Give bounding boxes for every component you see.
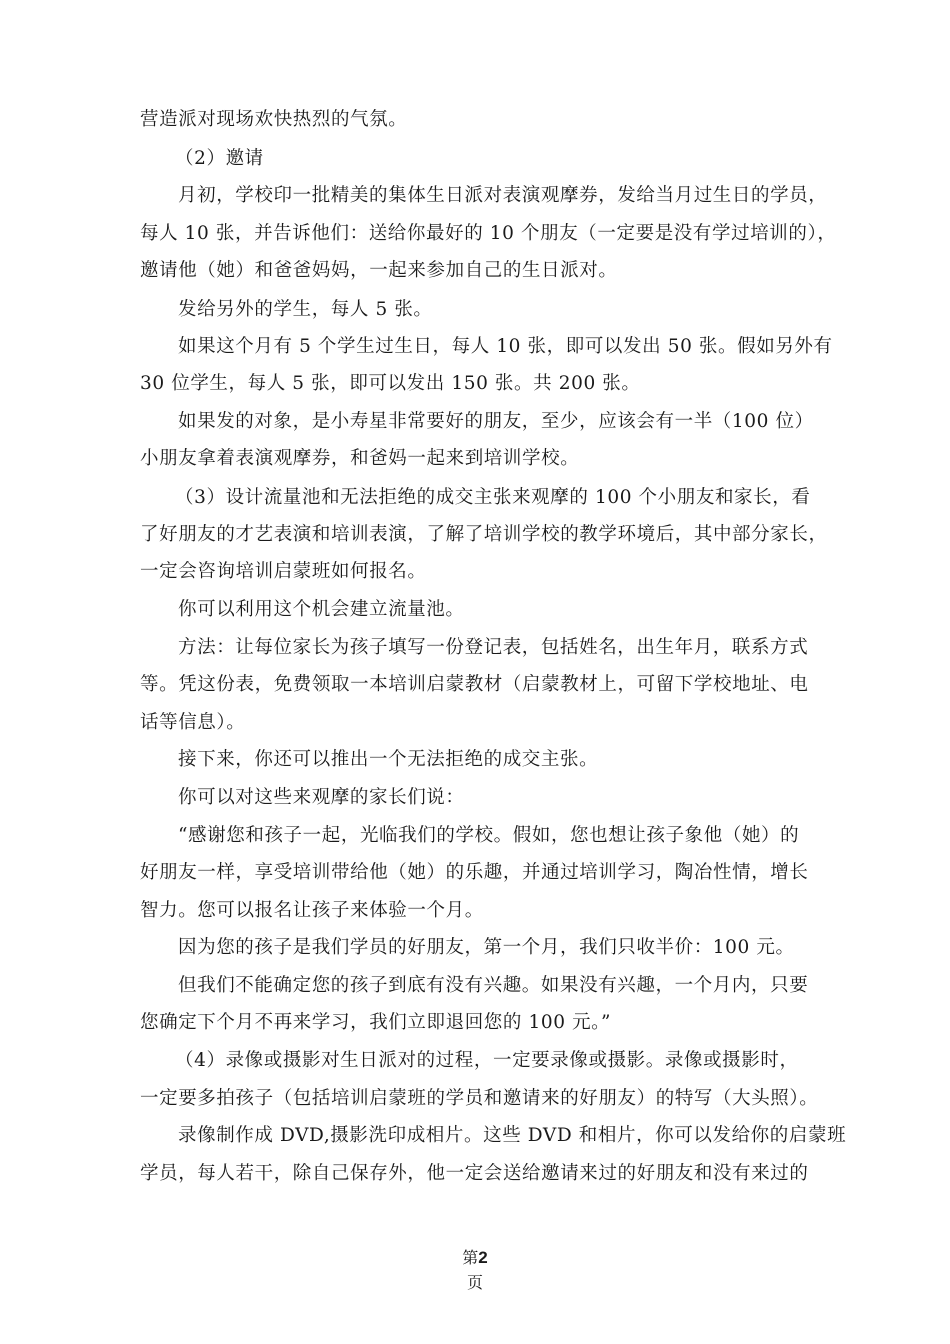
text-line: 小朋友拿着表演观摩券，和爸妈一起来到培训学校。 [140, 448, 580, 469]
text-line: 邀请他（她）和爸爸妈妈，一起来参加自己的生日派对。 [140, 260, 618, 281]
text-line: 接下来，你还可以推出一个无法拒绝的成交主张。 [178, 749, 599, 770]
text-line: 录像制作成 DVD,摄影洗印成相片。这些 DVD 和相片，你可以发给你的启蒙班 [178, 1125, 847, 1146]
section-heading: （2）邀请 [175, 148, 264, 169]
quote-line: 好朋友一样，享受培训带给他（她）的乐趣，并通过培训学习，陶冶性情，增长 [140, 862, 809, 883]
text-line: 你可以对这些来观摩的家长们说： [178, 787, 465, 808]
quote-line: 智力。您可以报名让孩子来体验一个月。 [140, 900, 484, 921]
text-line: 每人 10 张，并告诉他们：送给你最好的 10 个朋友（一定要是没有学过培训的）， [140, 223, 837, 244]
text-line: 月初，学校印一批精美的集体生日派对表演观摩券，发给当月过生日的学员， [178, 185, 828, 206]
text-line: 等。凭这份表，免费领取一本培训启蒙教材（启蒙教材上，可留下学校地址、电 [140, 674, 809, 695]
text-line: 话等信息）。 [140, 712, 246, 733]
text-line: 发给另外的学生，每人 5 张。 [178, 299, 433, 320]
page-label-suffix: 页 [466, 1273, 483, 1292]
text-line: 30 位学生，每人 5 张，即可以发出 150 张。共 200 张。 [140, 373, 641, 394]
page-number: 2 [478, 1248, 488, 1267]
text-line: 一定要多拍孩子（包括培训启蒙班的学员和邀请来的好朋友）的特写（大头照）。 [140, 1088, 819, 1109]
text-line: 了好朋友的才艺表演和培训表演，了解了培训学校的教学环境后，其中部分家长， [140, 524, 828, 545]
text-line: 学员，每人若干，除自己保存外，他一定会送给邀请来过的好朋友和没有来过的 [140, 1163, 809, 1184]
quote-line: 因为您的孩子是我们学员的好朋友，第一个月，我们只收半价：100 元。 [178, 937, 795, 958]
text-line: 营造派对现场欢快热烈的气氛。 [140, 109, 408, 130]
text-line: 方法：让每位家长为孩子填写一份登记表，包括姓名，出生年月，联系方式 [178, 637, 809, 658]
section-heading: （4）录像或摄影对生日派对的过程，一定要录像或摄影。录像或摄影时， [175, 1050, 799, 1071]
page-label-prefix: 第 [462, 1248, 479, 1267]
quote-line: 您确定下个月不再来学习，我们立即退回您的 100 元。” [140, 1012, 612, 1033]
quote-line: “感谢您和孩子一起，光临我们的学校。假如，您也想让孩子象他（她）的 [178, 825, 800, 846]
text-line: 如果发的对象，是小寿星非常要好的朋友，至少，应该会有一半（100 位） [178, 411, 814, 432]
page-number-footer [0, 1248, 950, 1268]
quote-line: 但我们不能确定您的孩子到底有没有兴趣。如果没有兴趣，一个月内，只要 [178, 975, 809, 996]
text-line: 你可以利用这个机会建立流量池。 [178, 599, 465, 620]
section-heading: （3）设计流量池和无法拒绝的成交主张来观摩的 100 个小朋友和家长，看 [175, 487, 811, 508]
page-label-suffix-row [0, 1273, 950, 1293]
text-line: 如果这个月有 5 个学生过生日，每人 10 张，即可以发出 50 张。假如另外有 [178, 336, 833, 357]
text-line: 一定会咨询培训启蒙班如何报名。 [140, 561, 427, 582]
